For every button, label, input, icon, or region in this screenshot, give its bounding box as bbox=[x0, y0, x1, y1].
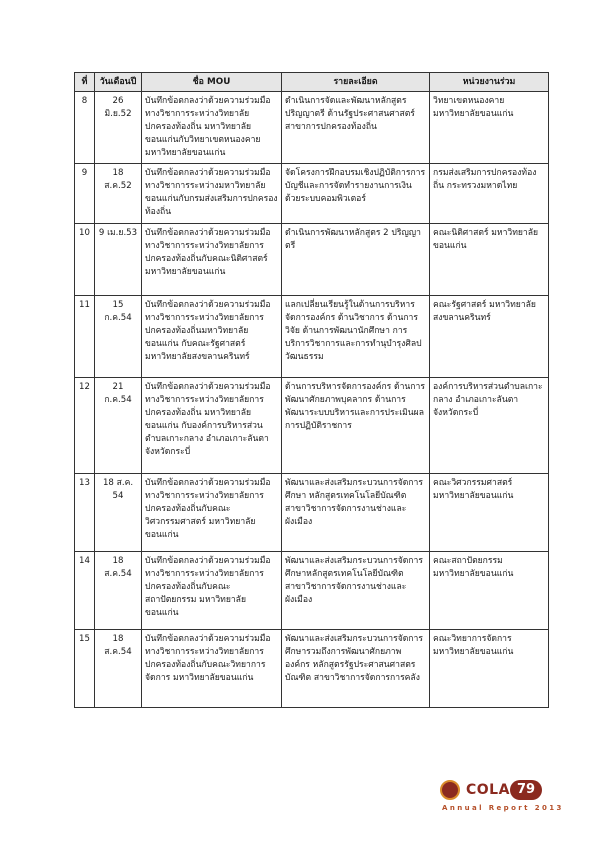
cell-date: 18 ส.ค.54 bbox=[95, 552, 142, 630]
cell-date: 26 มิ.ย.52 bbox=[95, 92, 142, 164]
cell-unit: คณะรัฐศาสตร์ มหาวิทยาลัยสงขลานครินทร์ bbox=[430, 296, 549, 378]
cell-no: 11 bbox=[75, 296, 95, 378]
cell-unit: คณะสถาปัตยกรรม มหาวิทยาลัยขอนแก่น bbox=[430, 552, 549, 630]
cell-no: 14 bbox=[75, 552, 95, 630]
table-row bbox=[75, 224, 549, 296]
cell-unit: คณะวิศวกรรมศาสตร์ มหาวิทยาลัยขอนแก่น bbox=[430, 474, 549, 552]
annual-report-label: Annual Report 2013 bbox=[442, 804, 564, 812]
table-row bbox=[75, 552, 549, 630]
cell-no: 8 bbox=[75, 92, 95, 164]
cell-detail: ดำเนินการพัฒนาหลักสูตร 2 ปริญญาตรี bbox=[282, 224, 430, 296]
cell-detail: จัดโครงการฝึกอบรมเชิงปฏิบัติการการบัญชีและการจัดทำรายงานการเงินด้วยระบบคอมพิวเตอร์ bbox=[282, 164, 430, 224]
cell-detail: ด้านการบริหารจัดการองค์กร ด้านการพัฒนาศักยภาพบุคลากร ด้านการพัฒนาระบบบริหารและการประเมินผลการปฏิบัติราชการ bbox=[282, 378, 430, 474]
table-row bbox=[75, 92, 549, 164]
header-date: วันเดือนปี bbox=[95, 73, 142, 92]
table-row bbox=[75, 296, 549, 378]
cell-date: 21 ก.ค.54 bbox=[95, 378, 142, 474]
cell-no: 10 bbox=[75, 224, 95, 296]
cell-no: 12 bbox=[75, 378, 95, 474]
header-detail: รายละเอียด bbox=[282, 73, 430, 92]
cell-mou: บันทึกข้อตกลงว่าด้วยความร่วมมือทางวิชาการระหว่างวิทยาลัยการปกครองท้องถิ่นกับคณะวิทยาการจัดการ มหาวิทยาลัยขอนแก่น bbox=[142, 630, 282, 708]
header-mou: ชื่อ MOU bbox=[142, 73, 282, 92]
cell-mou: บันทึกข้อตกลงว่าด้วยความร่วมมือทางวิชาการระหว่างวิทยาลัยการปกครองท้องถิ่น มหาวิทยาลัยขอนแก่น กับองค์การบริหารส่วนตำบลเกาะกลาง อำเภอเกาะลันตา จังหวัดกระบี่ bbox=[142, 378, 282, 474]
cell-date: 18 ส.ค.52 bbox=[95, 164, 142, 224]
cell-mou: บันทึกข้อตกลงว่าด้วยความร่วมมือทางวิชาการระหว่างวิทยาลัยการปกครองท้องถิ่นมหาวิทยาลัยขอนแก่น กับคณะรัฐศาสตร์ มหาวิทยาลัยสงขลานครินทร์ bbox=[142, 296, 282, 378]
cell-no: 15 bbox=[75, 630, 95, 708]
mou-table bbox=[74, 72, 549, 708]
page-footer bbox=[440, 778, 564, 816]
table-row bbox=[75, 630, 549, 708]
table-row bbox=[75, 474, 549, 552]
cell-detail: พัฒนาและส่งเสริมกระบวนการจัดการศึกษารวมถึงการพัฒนาศักยภาพองค์กร หลักสูตรรัฐประศาสนศาสตรบัณฑิต สาขาวิชาการจัดการการคลัง bbox=[282, 630, 430, 708]
cell-detail: ดำเนินการจัดและพัฒนาหลักสูตรปริญญาตรี ด้านรัฐประศาสนศาสตร์ สาขาการปกครองท้องถิ่น bbox=[282, 92, 430, 164]
cell-unit: วิทยาเขตหนองคาย มหาวิทยาลัยขอนแก่น bbox=[430, 92, 549, 164]
cell-unit: กรมส่งเสริมการปกครองท้องถิ่น กระทรวงมหาดไทย bbox=[430, 164, 549, 224]
cell-no: 9 bbox=[75, 164, 95, 224]
cell-date: 9 เม.ย.53 bbox=[95, 224, 142, 296]
cell-unit: คณะวิทยาการจัดการ มหาวิทยาลัยขอนแก่น bbox=[430, 630, 549, 708]
table-header-row bbox=[75, 73, 549, 92]
cell-no: 13 bbox=[75, 474, 95, 552]
cell-mou: บันทึกข้อตกลงว่าด้วยความร่วมมือทางวิชาการระหว่างวิทยาลัยการปกครองท้องถิ่นกับคณะสถาปัตยกรรม มหาวิทยาลัยขอนแก่น bbox=[142, 552, 282, 630]
table-row bbox=[75, 378, 549, 474]
cell-mou: บันทึกข้อตกลงว่าด้วยความร่วมมือทางวิชาการระหว่างวิทยาลัยการปกครองท้องถิ่นกับคณะวิศวกรรมศาสตร์ มหาวิทยาลัยขอนแก่น bbox=[142, 474, 282, 552]
cell-unit: องค์การบริหารส่วนตำบลเกาะกลาง อำเภอเกาะลันตา จังหวัดกระบี่ bbox=[430, 378, 549, 474]
page-number: 79 bbox=[510, 780, 542, 800]
cell-mou: บันทึกข้อตกลงว่าด้วยความร่วมมือทางวิชาการระหว่างวิทยาลัยปกครองท้องถิ่น มหาวิทยาลัยขอนแก่นกับวิทยาเขตหนองคาย มหาวิทยาลัยขอนแก่น bbox=[142, 92, 282, 164]
cola-logo: COLA bbox=[466, 782, 510, 798]
cell-date: 15 ก.ค.54 bbox=[95, 296, 142, 378]
college-seal-icon bbox=[440, 780, 460, 800]
cell-detail: พัฒนาและส่งเสริมกระบวนการจัดการศึกษาหลักสูตรเทคโนโลยีบัณฑิต สาขาวิชาการจัดการงานช่างและผังเมือง bbox=[282, 552, 430, 630]
cell-date: 18 ส.ค.54 bbox=[95, 630, 142, 708]
cell-detail: พัฒนาและส่งเสริมกระบวนการจัดการศึกษา หลักสูตรเทคโนโลยีบัณฑิต สาขาวิชาการจัดการงานช่างและผังเมือง bbox=[282, 474, 430, 552]
cell-mou: บันทึกข้อตกลงว่าด้วยความร่วมมือทางวิชาการระหว่างมหาวิทยาลัยขอนแก่นกับกรมส่งเสริมการปกครองท้องถิ่น bbox=[142, 164, 282, 224]
cell-detail: แลกเปลี่ยนเรียนรู้ในด้านการบริหารจัดการองค์กร ด้านวิชาการ ด้านการวิจัย ด้านการพัฒนานักศึกษา การบริการวิชาการและการทำนุบำรุงศิลปวัฒนธรรม bbox=[282, 296, 430, 378]
cell-mou: บันทึกข้อตกลงว่าด้วยความร่วมมือทางวิชาการระหว่างวิทยาลัยการปกครองท้องถิ่นกับคณะนิติศาสตร์ มหาวิทยาลัยขอนแก่น bbox=[142, 224, 282, 296]
header-no: ที่ bbox=[75, 73, 95, 92]
cell-unit: คณะนิติศาสตร์ มหาวิทยาลัยขอนแก่น bbox=[430, 224, 549, 296]
table-row bbox=[75, 164, 549, 224]
header-unit: หน่วยงานร่วม bbox=[430, 73, 549, 92]
cell-date: 18 ส.ค. 54 bbox=[95, 474, 142, 552]
